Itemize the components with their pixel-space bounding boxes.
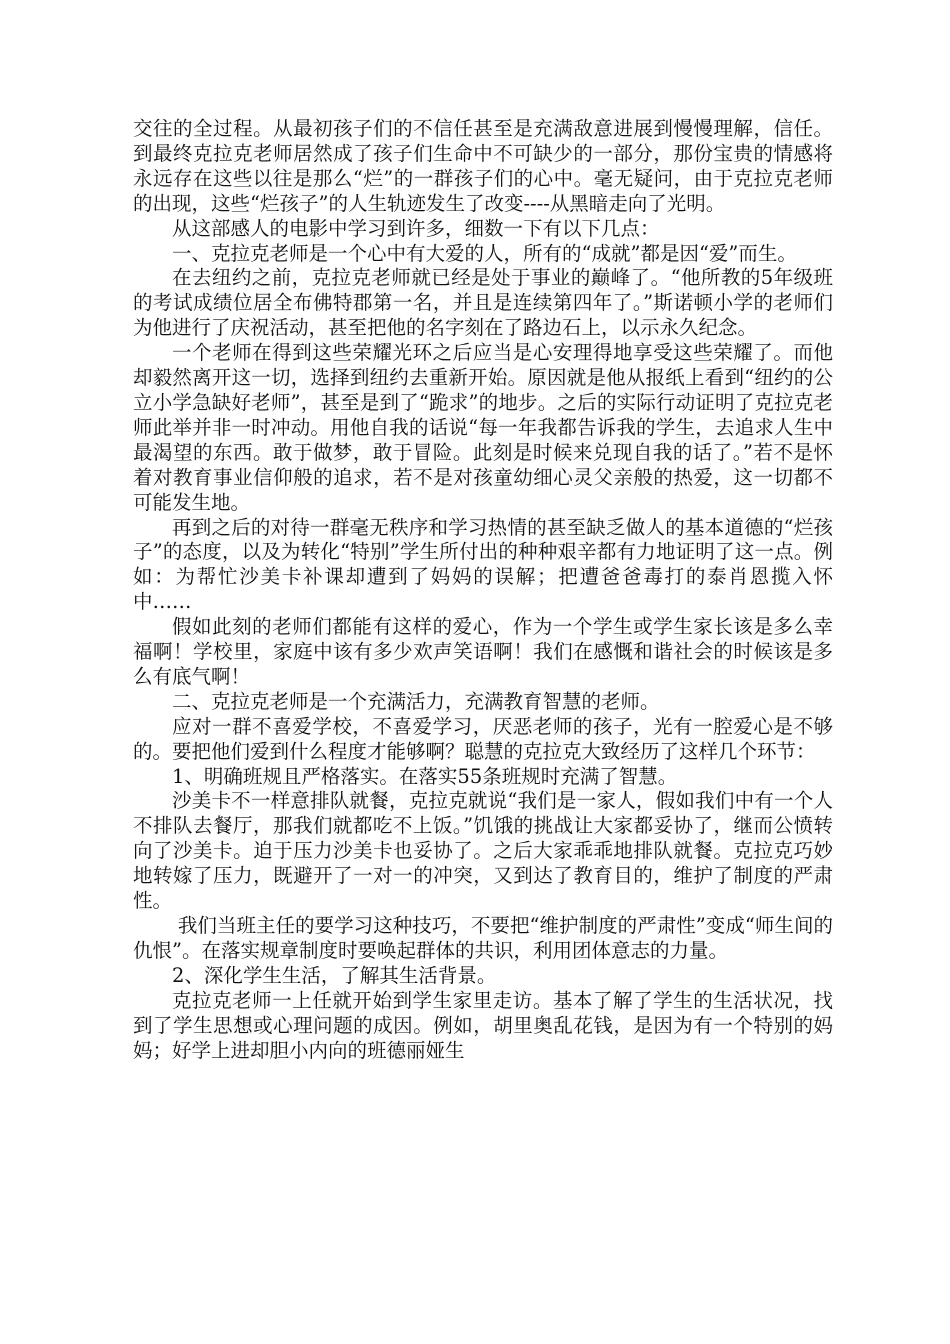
paragraph-1: 交往的全过程。从最初孩子们的不信任甚至是充满敌意进展到慢慢理解，信任。到最终克拉克老师居然成了孩子们生命中不可缺少的一部分，那份宝贵的情感将永远存在这些以往是那么“烂”的一群孩子们的心中。毫无疑问，由于克拉克老师的出现，这些“烂孩子”的人生轨迹发生了改变----从黑暗走向了光明。 [133,117,833,215]
subheading-1: 1、明确班规且严格落实。在落实55条班规时充满了智慧。 [172,764,678,788]
paragraph-6: 再到之后的对待一群毫无秩序和学习热情的甚至缺乏做人的基本道德的“烂孩子”的态度，以及为转化“特别”学生所付出的种种艰辛都有力地证明了这一点。例如：为帮忙沙美卡补课却遭到了妈妈的误解；把遭爸爸毒打的泰肖恩揽入怀中…… [133,515,833,614]
paragraph-14: 克拉克老师一上任就开始到学生家里走访。基本了解了学生的生活状况，找到了学生思想或心理问题的成因。例如，胡里奥乱花钱，是因为有一个特别的妈妈；好学上进却胆小内向的班德丽娅生 [133,988,833,1062]
subheading-2: 2、深化学生生活，了解其生活背景。 [172,963,497,987]
paragraph-11: 沙美卡不一样意排队就餐，克拉克就说“我们是一家人，假如我们中有一个人不排队去餐厅，那我们就都吃不上饭。”饥饿的挑战让大家都妥协了，继而公愤转向了沙美卡。迫于压力沙美卡也妥协了。之后大家乖乖地排队就餐。克拉克巧妙地转嫁了压力，既避开了一对一的冲突，又到达了教育目的，维护了制度的严肃性。 [133,789,833,913]
paragraph-9: 应对一群不喜爱学校，不喜爱学习，厌恶老师的孩子，光有一腔爱心是不够的。要把他们爱到什么程度才能够啊？聪慧的克拉克大致经历了这样几个环节： [133,714,833,763]
paragraph-4: 在去纽约之前，克拉克老师就已经是处于事业的巅峰了。“他所教的5年级班的考试成绩位居全布佛特郡第一名，并且是连续第四年了。”斯诺顿小学的老师们为他进行了庆祝活动，甚至把他的名字刻在了路边石上，以示永久纪念。 [133,266,833,340]
section-heading-2: 二、克拉克老师是一个充满活力，充满教育智慧的老师。 [172,689,660,713]
paragraph-7: 假如此刻的老师们都能有这样的爱心，作为一个学生或学生家长该是多么幸福啊！学校里，家庭中该有多少欢声笑语啊！我们在感慨和谐社会的时候该是多么有底气啊！ [133,615,833,688]
paragraph-2: 从这部感人的电影中学习到许多，细数一下有以下几点： [172,216,660,240]
paragraph-12: 我们当班主任的要学习这种技巧，不要把“维护制度的严肃性”变成“师生间的仇恨”。在落实规章制度时要唤起群体的共识，利用团体意志的力量。 [133,914,833,962]
section-heading-1: 一、克拉克老师是一个心中有大爱的人，所有的“成就”都是因“爱”而生。 [172,241,797,265]
document-page [133,117,833,1063]
paragraph-5: 一个老师在得到这些荣耀光环之后应当是心安理得地享受这些荣耀了。而他却毅然离开这一切，选择到纽约去重新开始。原因就是他从报纸上看到“纽约的公立小学急缺好老师”，甚至是到了“跪求”的地步。之后的实际行动证明了克拉克老师此举并非一时冲动。用他自我的话说“每一年我都告诉我的学生，去追求人生中最渴望的东西。敢于做梦，敢于冒险。此刻是时候来兑现自我的话了。”若不是怀着对教育事业信仰般的追求，若不是对孩童幼细心灵父亲般的热爱，这一切都不可能发生地。 [133,341,833,514]
